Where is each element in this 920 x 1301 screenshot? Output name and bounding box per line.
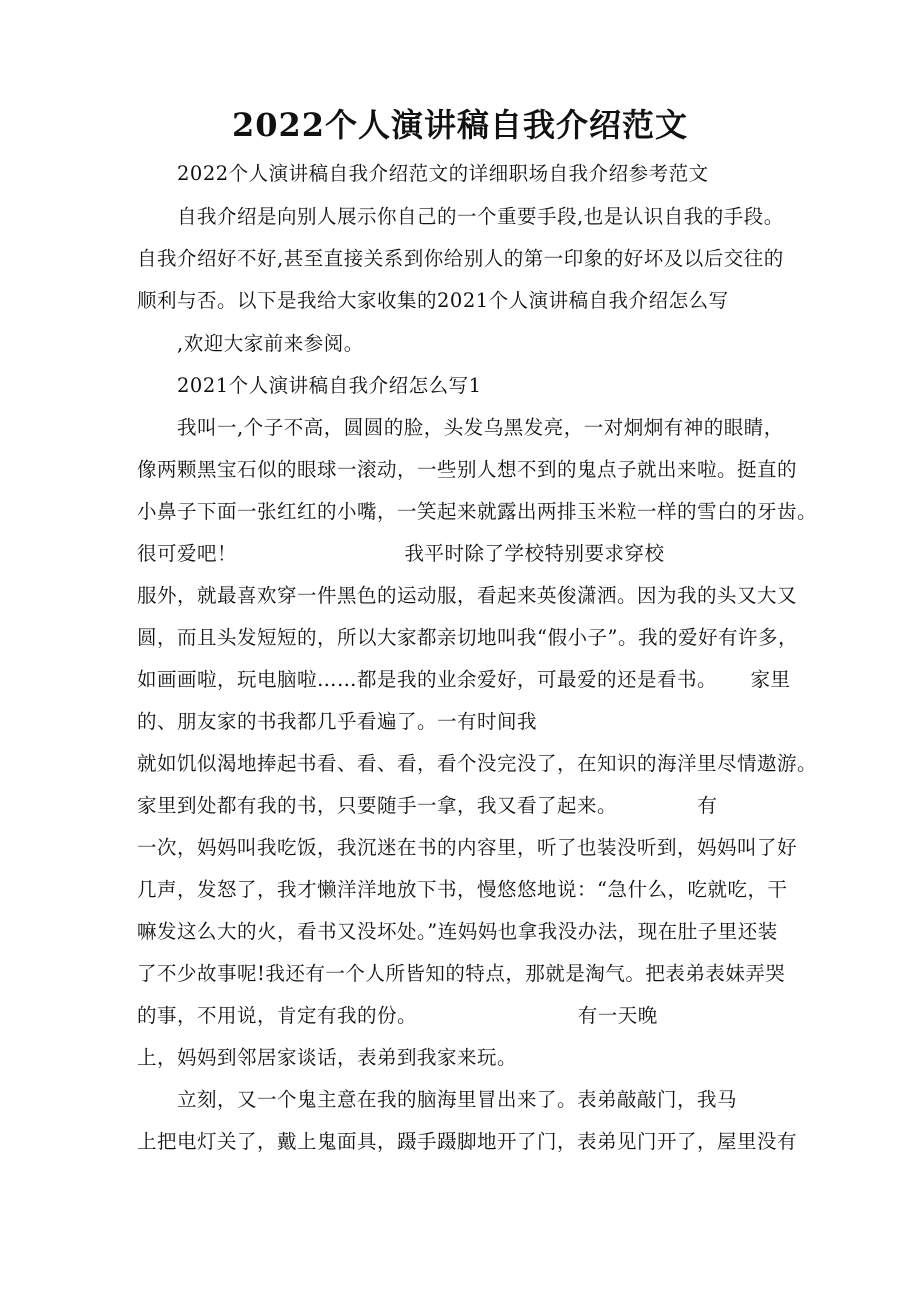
text-line-12: 圆，而且头发短短的，所以大家都亲切地叫我“假小子”。我的爱好有许多， [137, 626, 798, 649]
text-line-15: 就如饥似渴地捧起书看、看、看，看个没完没了，在知识的海洋里尽情遨游。 [137, 752, 818, 775]
text-line-8: 像两颗黑宝石似的眼球一滚动，一些别人想不到的鬼点子就出来啦。挺直的 [137, 458, 798, 481]
text-line-5: ,欢迎大家前来参阅。 [177, 332, 364, 355]
text-line-23: 立刻，又一个鬼主意在我的脑海里冒出来了。表弟敲敲门，我马 [177, 1088, 738, 1111]
text-line-16: 家里到处都有我的书，只要随手一拿，我又看了起来。 有 [137, 794, 718, 817]
text-line-17: 一次，妈妈叫我吃饭，我沉迷在书的内容里，听了也装没听到，妈妈叫了好 [137, 836, 798, 859]
text-line-22: 上，妈妈到邻居家谈话，表弟到我家来玩。 [137, 1046, 518, 1069]
text-line-18: 几声，发怒了，我才懒洋洋地放下书，慢悠悠地说：“急什么，吃就吃，干 [137, 878, 788, 901]
text-line-1: 2022个人演讲稿自我介绍范文的详细职场自我介绍参考范文 [177, 162, 709, 185]
text-line-14: 的、朋友家的书我都几乎看遍了。一有时间我 [137, 710, 538, 733]
text-line-11: 服外，就最喜欢穿一件黑色的运动服，看起来英俊潇洒。因为我的头又大又 [137, 584, 798, 607]
text-line-20: 了不少故事呢!我还有一个人所皆知的特点，那就是淘气。把表弟表妹弄哭 [137, 962, 786, 985]
text-line-4: 顺利与否。以下是我给大家收集的2021个人演讲稿自我介绍怎么写 [137, 289, 729, 312]
document-title: 2022个人演讲稿自我介绍范文 [231, 106, 689, 144]
text-line-9: 小鼻子下面一张红红的小嘴，一笑起来就露出两排玉米粒一样的雪白的牙齿。 [137, 500, 818, 523]
text-line-19: 嘛发这么大的火，看书又没坏处。”连妈妈也拿我没办法，现在肚子里还装 [137, 920, 778, 943]
text-line-2: 自我介绍是向别人展示你自己的一个重要手段,也是认识自我的手段。 [177, 205, 784, 228]
text-line-24: 上把电灯关了，戴上鬼面具，蹑手蹑脚地开了门，表弟见门开了，屋里没有 [137, 1130, 798, 1153]
text-line-13: 如画画啦，玩电脑啦……都是我的业余爱好，可最爱的还是看书。 家里 [137, 668, 791, 691]
text-line-6: 2021个人演讲稿自我介绍怎么写1 [177, 374, 482, 397]
text-line-10: 很可爱吧！ 我平时除了学校特别要求穿校 [137, 542, 665, 565]
text-line-7: 我叫一,个子不高，圆圆的脸，头发乌黑发亮，一对炯炯有神的眼睛， [177, 416, 784, 439]
text-line-21: 的事，不用说，肯定有我的份。 有一天晚 [137, 1004, 658, 1027]
text-line-3: 自我介绍好不好,甚至直接关系到你给别人的第一印象的好坏及以后交往的 [137, 247, 784, 270]
